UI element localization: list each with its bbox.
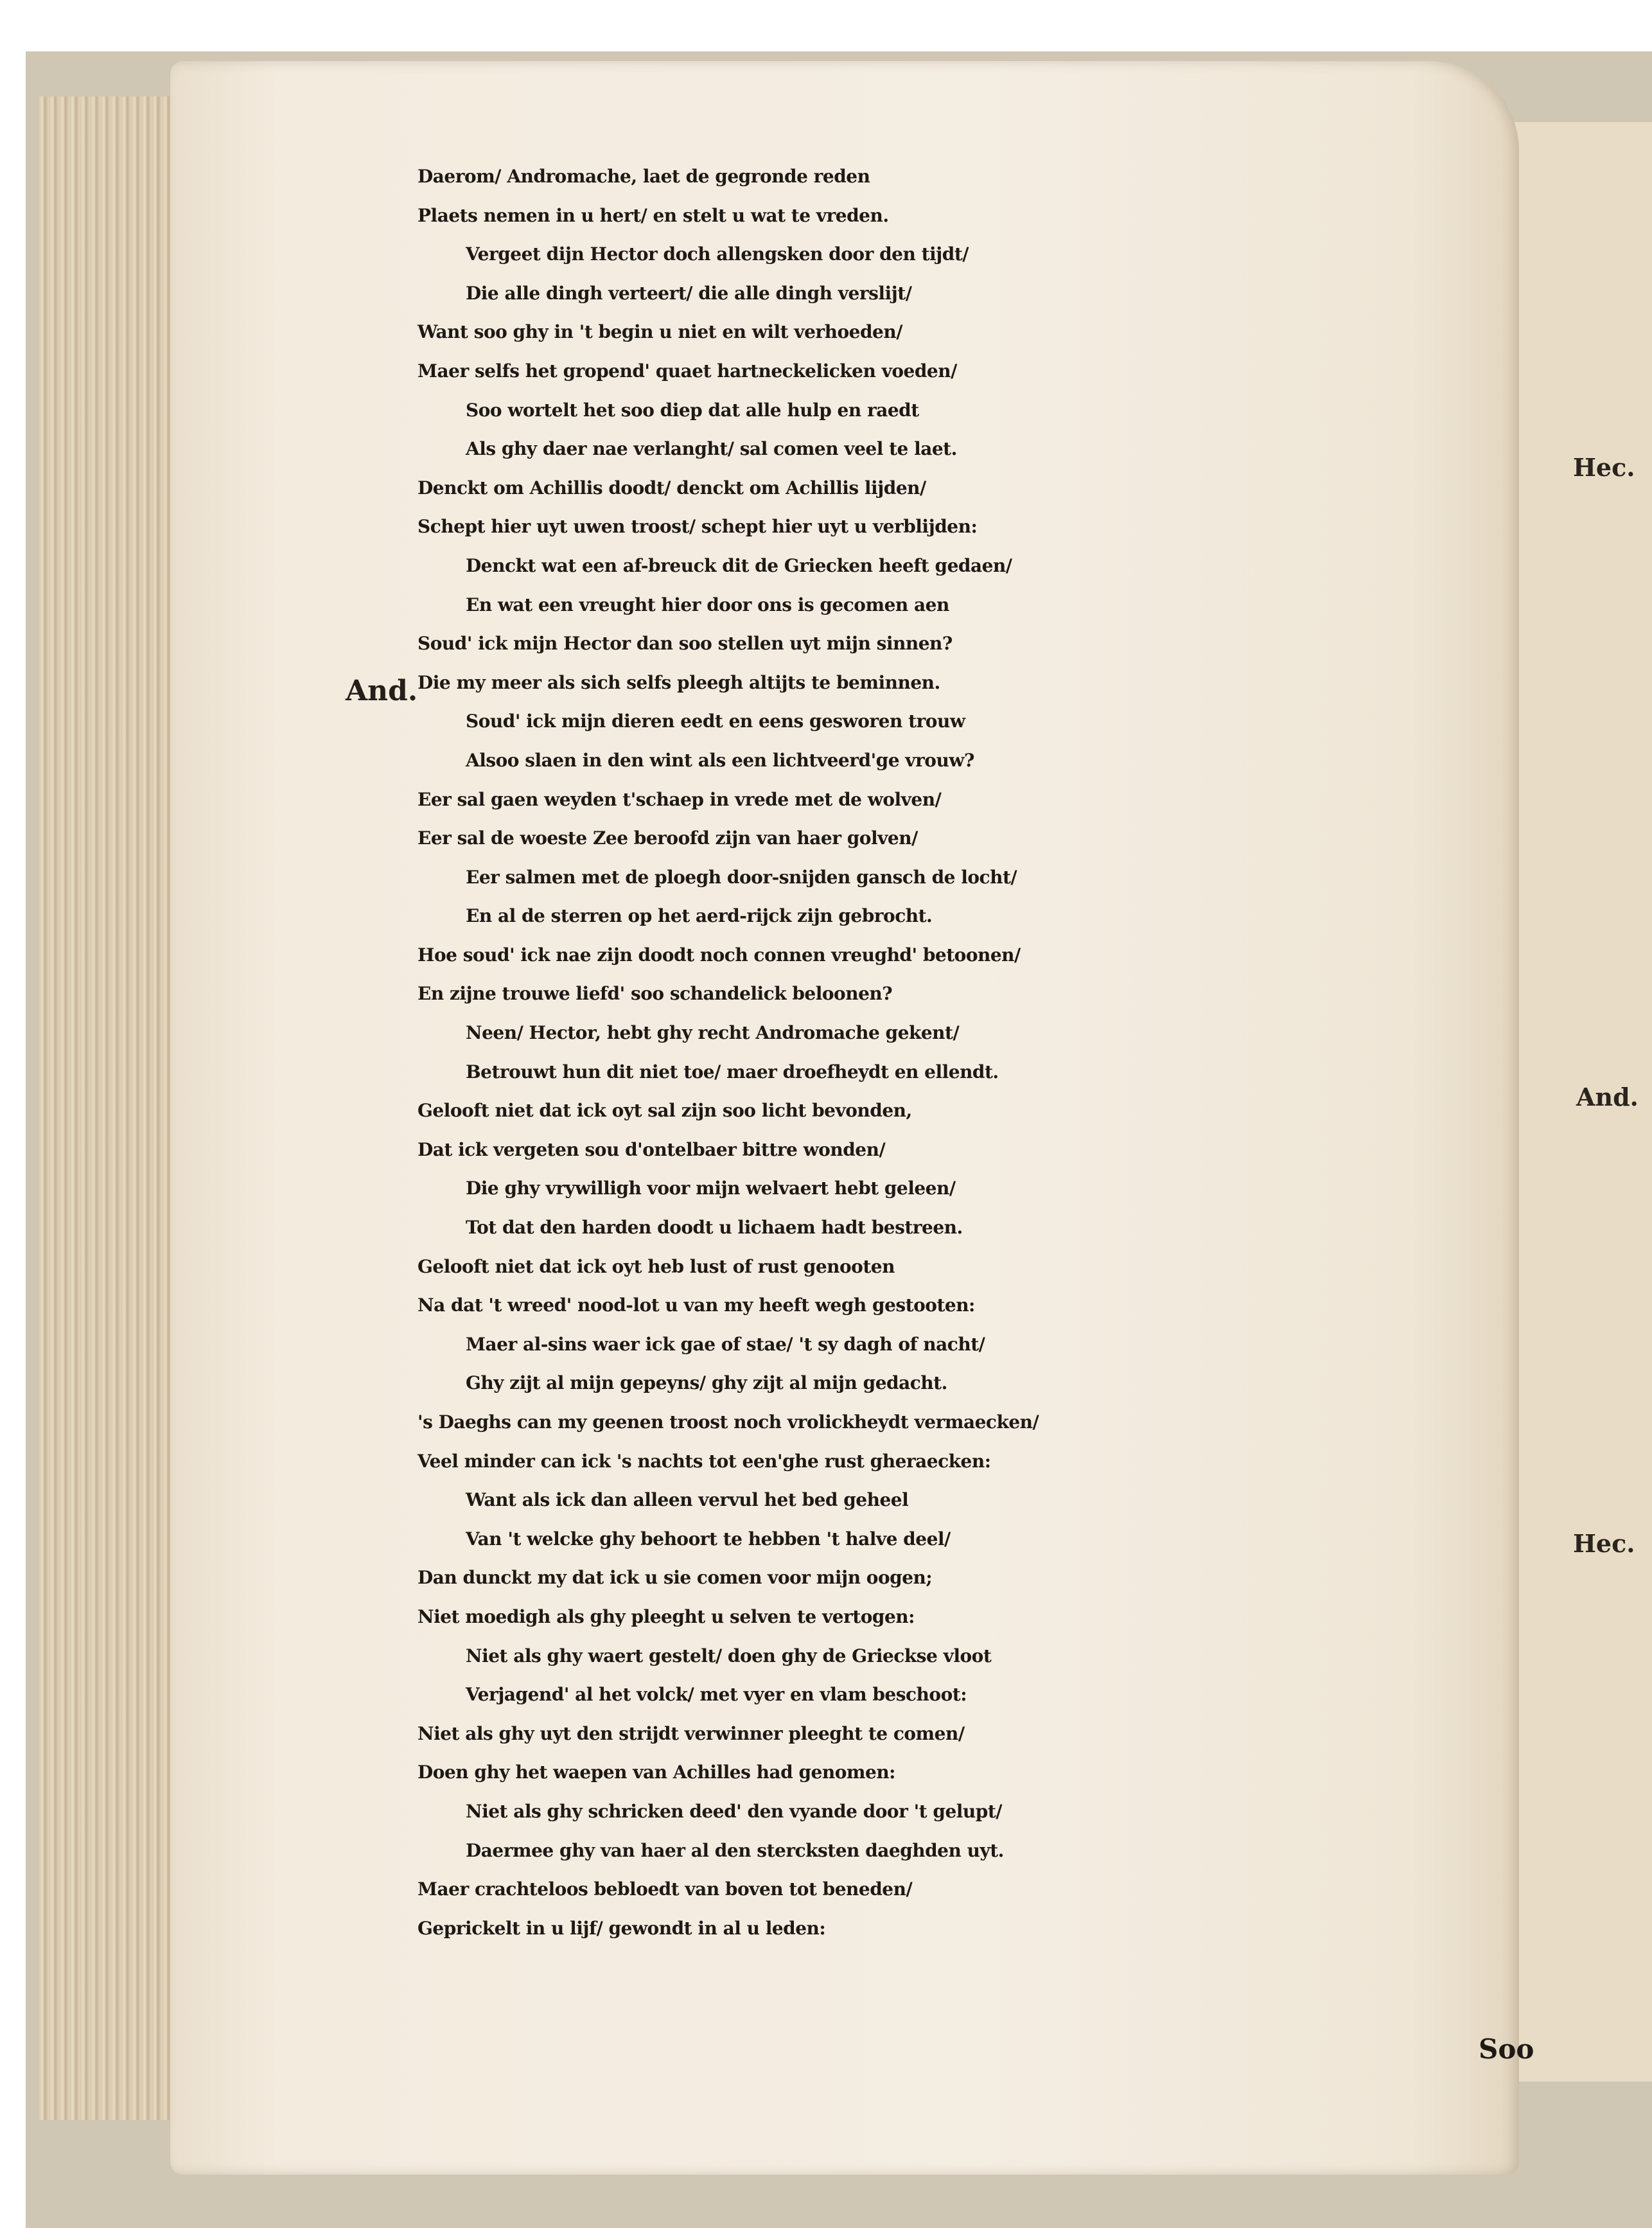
verse-line: Want als ick dan alleen vervul het bed geheel [466, 1489, 909, 1511]
verse-line: Eer sal de woeste Zee beroofd zijn van haer golven/ [417, 827, 918, 849]
verse-line: Niet moedigh als ghy pleeght u selven te vertogen: [417, 1605, 915, 1627]
verse-line: Daermee ghy van haer al den stercksten daeghden uyt. [466, 1839, 1004, 1861]
margin-note-hec-1: Hec. [1573, 453, 1635, 482]
verse-line: Eer salmen met de ploegh door-snijden gansch de locht/ [466, 866, 1017, 888]
verse-line: Die my meer als sich selfs pleegh altijts te beminnen. [417, 671, 940, 693]
verse-line: Van 't welcke ghy behoort te hebben 't halve deel/ [466, 1528, 951, 1550]
catchword: Soo [1479, 2033, 1534, 2065]
verse-line: Niet als ghy schricken deed' den vyande door 't gelupt/ [466, 1800, 1002, 1822]
verse-line: Soud' ick mijn Hector dan soo stellen uyt mijn sinnen? [417, 633, 953, 655]
verse-line: Die ghy vrywilligh voor mijn welvaert hebt geleen/ [466, 1178, 956, 1199]
verse-line: Gelooft niet dat ick oyt heb lust of rust genooten [417, 1255, 895, 1277]
facing-page-right [1506, 122, 1652, 2082]
verse-line: Niet als ghy uyt den strijdt verwinner pleeght te comen/ [417, 1722, 965, 1744]
verse-line: Denckt om Achillis doodt/ denckt om Achillis lijden/ [417, 477, 926, 499]
verse-line: En wat een vreught hier door ons is gecomen aen [466, 594, 949, 615]
page-edges-left [39, 96, 188, 2120]
verse-line: Eer sal gaen weyden t'schaep in vrede met de wolven/ [417, 788, 942, 810]
margin-note-and: And. [1576, 1083, 1639, 1111]
verse-line: Soo wortelt het soo diep dat alle hulp en raedt [466, 399, 919, 421]
verse-line: Plaets nemen in u hert/ en stelt u wat te vreden. [417, 204, 889, 226]
verse-line: Betrouwt hun dit niet toe/ maer droefheydt en ellendt. [466, 1061, 999, 1083]
speaker-label: And. [346, 675, 418, 707]
verse-line: Als ghy daer nae verlanght/ sal comen veel te laet. [466, 438, 957, 460]
verse-line: Tot dat den harden doodt u lichaem hadt bestreen. [466, 1217, 963, 1239]
verse-line: Geprickelt in u lijf/ gewondt in al u leden: [417, 1917, 826, 1939]
verse-line: Schept hier uyt uwen troost/ schept hier uyt u verblijden: [417, 516, 978, 538]
verse-line: Veel minder can ick 's nachts tot een'ghe rust gheraecken: [417, 1450, 991, 1472]
verse-line: Maer selfs het gropend' quaet hartneckelicken voeden/ [417, 360, 957, 382]
verse-line: Verjagend' al het volck/ met vyer en vlam beschoot: [466, 1684, 967, 1706]
verse-line: Dat ick vergeten sou d'ontelbaer bittre wonden/ [417, 1138, 886, 1160]
verse-line: 's Daeghs can my geenen troost noch vrolickheydt vermaecken/ [417, 1411, 1039, 1433]
verse-line: Die alle dingh verteert/ die alle dingh verslijt/ [466, 282, 912, 304]
verse-line: Gelooft niet dat ick oyt sal zijn soo licht bevonden, [417, 1100, 912, 1122]
verse-line: Doen ghy het waepen van Achilles had genomen: [417, 1762, 896, 1783]
verse-line: En al de sterren op het aerd-rijck zijn gebrocht. [466, 905, 933, 927]
verse-line: Ghy zijt al mijn gepeyns/ ghy zijt al mijn gedacht. [466, 1372, 947, 1394]
verse-line: En zijne trouwe liefd' soo schandelick beloonen? [417, 983, 893, 1005]
verse-line: Neen/ Hector, hebt ghy recht Andromache gekent/ [466, 1022, 960, 1044]
verse-line: Daerom/ Andromache, laet de gegronde reden [417, 166, 870, 187]
verse-line: Want soo ghy in 't begin u niet en wilt verhoeden/ [417, 321, 902, 343]
verse-line: Maer al-sins waer ick gae of stae/ 't sy dagh of nacht/ [466, 1333, 985, 1355]
verse-line: Niet als ghy waert gestelt/ doen ghy de Grieckse vloot [466, 1645, 992, 1667]
verse-line: Alsoo slaen in den wint als een lichtveerd'ge vrouw? [466, 749, 974, 771]
verse-text [417, 157, 1509, 1948]
verse-line: Na dat 't wreed' nood-lot u van my heeft wegh gestooten: [417, 1295, 975, 1316]
verse-line: Maer crachteloos bebloedt van boven tot beneden/ [417, 1879, 913, 1900]
verse-line: Soud' ick mijn dieren eedt en eens gesworen trouw [466, 711, 965, 732]
verse-line: Hoe soud' ick nae zijn doodt noch connen vreughd' betoonen/ [417, 944, 1021, 966]
verse-line: Dan dunckt my dat ick u sie comen voor mijn oogen; [417, 1567, 933, 1589]
verse-line: Denckt wat een af-breuck dit de Griecken heeft gedaen/ [466, 554, 1012, 576]
margin-note-hec-2: Hec. [1573, 1529, 1635, 1558]
verse-line: Vergeet dijn Hector doch allengsken door den tijdt/ [466, 243, 969, 265]
